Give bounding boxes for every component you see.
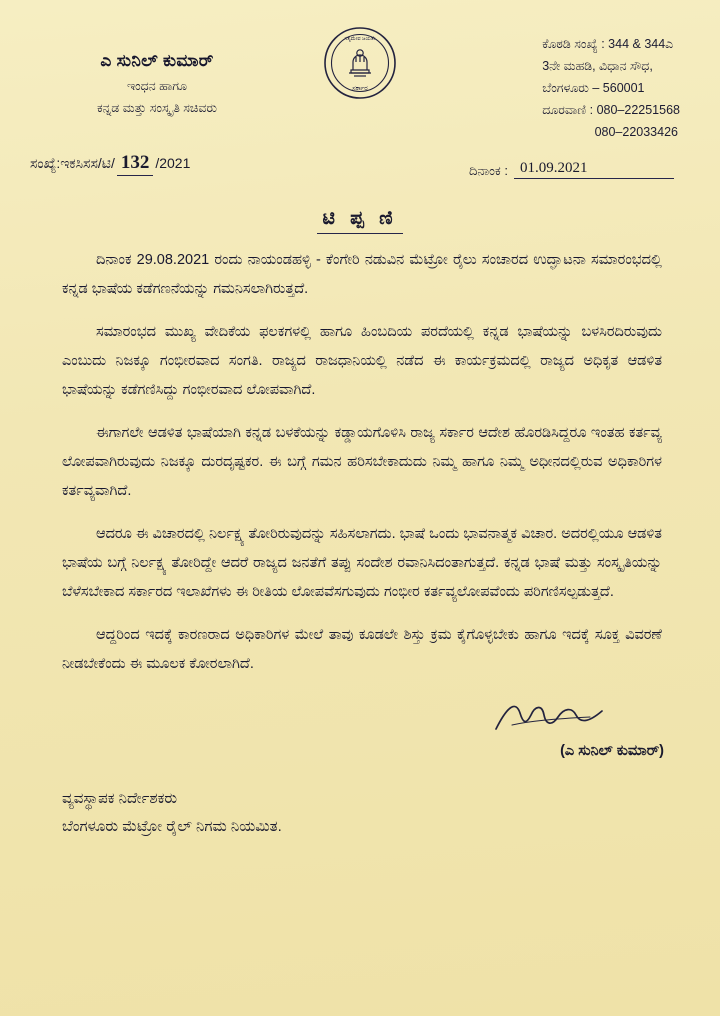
date-value: 01.09.2021 (514, 160, 674, 179)
document-title (0, 208, 720, 234)
letterhead (0, 0, 720, 140)
contact-city: ಬೆಂಗಳೂರು – 560001 (542, 80, 645, 95)
handwritten-signature-icon (490, 695, 608, 739)
signature-area (0, 701, 720, 775)
svg-text:ಸತ್ಯಮೇವ ಜಯತೇ: ಸತ್ಯಮೇವ ಜಯತೇ (344, 36, 376, 42)
reference-line (0, 146, 720, 192)
contact-phone-2: 080–22033426 (594, 124, 678, 139)
paragraph-4: ಆದರೂ ಈ ವಿಚಾರದಲ್ಲಿ ನಿರ್ಲಕ್ಷ್ಯ ತೋರಿರುವುದನ್ನು ಸಹಿಸಲಾಗದು. ಭಾಷೆ ಒಂದು ಭಾವನಾತ್ಮಕ ವಿಚಾರ. ಅದರಲ್ಲಿಯೂ ಆಡಳಿತ ಭಾಷೆಯ ಬಗ್ಗೆ ನಿರ್ಲಕ್ಷ್ಯ ತೋರಿದ್ದೇ ಆದರೆ ರಾಜ್ಯದ ಜನತೆಗೆ ತಪ್ಪು ಸಂದೇಶ ರವಾನಿಸಿದಂತಾಗುತ್ತದೆ. ಕನ್ನಡ ಭಾಷೆ ಮತ್ತು ಸಂಸ್ಕೃತಿಯನ್ನು ಬೆಳೆಸಬೇಕಾದ ಸರ್ಕಾರದ ಇಲಾಖೆಗಳು ಈ ರೀತಿಯ ಲೋಪವೆಸಗುವುದು ಗಂಭೀರ ಕರ್ತವ್ಯಲೋಪವೆಂದು ಪರಿಗಣಿಸಲ್ಪಡುತ್ತದೆ. (62, 526, 662, 601)
paragraph-5: ಆದ್ದರಿಂದ ಇದಕ್ಕೆ ಕಾರಣರಾದ ಅಧಿಕಾರಿಗಳ ಮೇಲೆ ತಾವು ಕೂಡಲೇ ಶಿಸ್ತು ಕ್ರಮ ಕೈಗೊಳ್ಳಬೇಕು ಹಾಗೂ ಇದಕ್ಕೆ ಸೂಕ್ತ ವಿವರಣೆ ನೀಡಬೇಕೆಂದು ಈ ಮೂಲಕ ಕೋರಲಾಗಿದೆ. (62, 627, 662, 673)
svg-text:ಸರ್ಕಾರ: ಸರ್ಕಾರ (352, 85, 368, 92)
document-title-text: ಟಿ ಪ್ಪ ಣಿ (322, 208, 398, 229)
contact-phone: ದೂರವಾಣಿ : 080–22251568 (542, 102, 680, 117)
document-body (0, 242, 720, 679)
reference-label: ಸಂಖ್ಯೆ:ಇಕಸಿಸಸ/ಟಿ/ (30, 155, 115, 171)
contact-floor: 3ನೇ ಮಹಡಿ, ವಿಧಾನ ಸೌಧ, (542, 58, 653, 73)
reference-year: /2021 (155, 155, 191, 171)
title-underline (317, 233, 403, 234)
date-label: ದಿನಾಂಕ : (468, 163, 508, 178)
addressee-line-1: ವ್ಯವಸ್ಥಾಪಕ ನಿರ್ದೇಶಕರು (62, 790, 178, 808)
contact-room: ಕೊಠಡಿ ಸಂಖ್ಯೆ : 344 & 344ಎ (542, 37, 674, 51)
sender-role-line-1: ಇಂಧನ ಹಾಗೂ (127, 79, 187, 94)
contact-block (542, 34, 680, 143)
addressee-line-2: ಬೆಂಗಳೂರು ಮೆಟ್ರೋ ರೈಲ್ ನಿಗಮ ನಿಯಮಿತ. (62, 818, 282, 836)
date-group (469, 160, 674, 179)
sender-block (42, 48, 272, 118)
paragraph-1: ದಿನಾಂಕ 29.08.2021 ರಂದು ನಾಯಂಡಹಳ್ಳಿ - ಕೆಂಗೇರಿ ನಡುವಿನ ಮೆಟ್ರೋ ರೈಲು ಸಂಚಾರದ ಉದ್ಘಾಟನಾ ಸಮಾರಂಭದಲ್ಲಿ ಕನ್ನಡ ಭಾಷೆಯ ಕಡೆಗಣನೆಯನ್ನು ಗಮನಿಸಲಾಗಿರುತ್ತದೆ. (62, 252, 662, 298)
sender-role-line-2: ಕನ್ನಡ ಮತ್ತು ಸಂಸ್ಕೃತಿ ಸಚಿವರು (97, 100, 217, 115)
reference-number: 132 (117, 152, 154, 176)
paragraph-3: ಈಗಾಗಲೇ ಆಡಳಿತ ಭಾಷೆಯಾಗಿ ಕನ್ನಡ ಬಳಕೆಯನ್ನು ಕಡ್ಡಾಯಗೊಳಿಸಿ ರಾಜ್ಯ ಸರ್ಕಾರ ಆದೇಶ ಹೊರಡಿಸಿದ್ದರೂ ಇಂತಹ ಕರ್ತವ್ಯ ಲೋಪವಾಗಿರುವುದು ನಿಜಕ್ಕೂ ದುರದೃಷ್ಟಕರ. ಈ ಬಗ್ಗೆ ಗಮನ ಹರಿಸಬೇಕಾದುದು ನಿಮ್ಮ ಹಾಗೂ ನಿಮ್ಮ ಅಧೀನದಲ್ಲಿರುವ ಅಧಿಕಾರಿಗಳ ಕರ್ತವ್ಯವಾಗಿದೆ. (62, 425, 662, 500)
sender-name: ಎ ಸುನಿಲ್ ಕುಮಾರ್ (100, 51, 214, 70)
paragraph-2: ಸಮಾರಂಭದ ಮುಖ್ಯ ವೇದಿಕೆಯ ಫಲಕಗಳಲ್ಲಿ ಹಾಗೂ ಹಿಂಬದಿಯ ಪರದೆಯಲ್ಲಿ ಕನ್ನಡ ಭಾಷೆಯನ್ನು ಬಳಸಿರದಿರುವುದು ಎಂಬುದು ನಿಜಕ್ಕೂ ಗಂಭೀರವಾದ ಸಂಗತಿ. ರಾಜ್ಯದ ರಾಜಧಾನಿಯಲ್ಲಿ ನಡೆದ ಈ ಕಾರ್ಯಕ್ರಮದಲ್ಲಿ ರಾಜ್ಯದ ಅಧಿಕೃತ ಆಡಳಿತ ಭಾಷೆಯನ್ನು ಕಡೆಗಣಿಸಿದ್ದು ಗಂಭೀರವಾದ ಲೋಪವಾಗಿದೆ. (62, 324, 662, 399)
signatory-name: (ಎ ಸುನಿಲ್ ಕುಮಾರ್) (560, 743, 664, 760)
state-emblem-icon (323, 26, 397, 100)
reference-number-group (30, 152, 190, 176)
addressee-block (0, 775, 720, 841)
